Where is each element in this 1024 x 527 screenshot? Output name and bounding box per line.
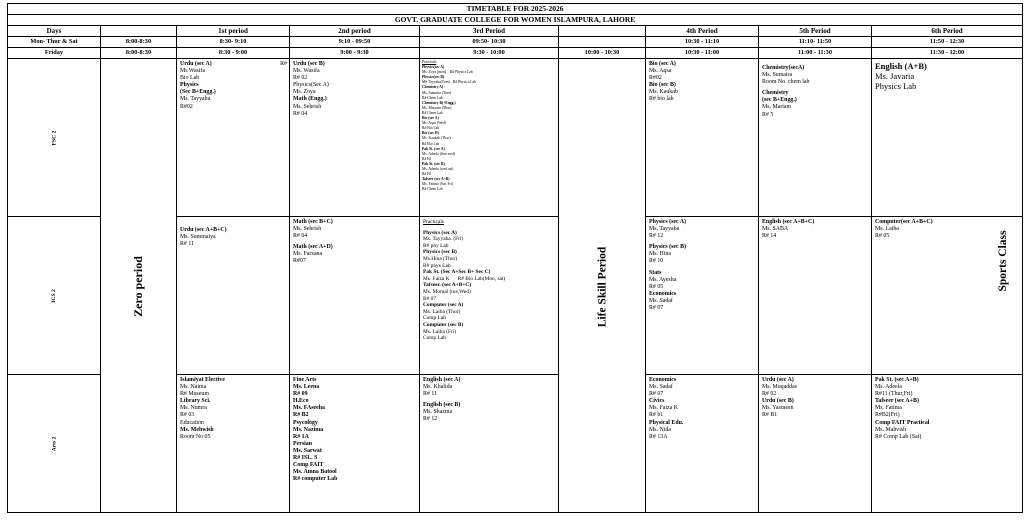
cell-arts-p5: Urdu (sec A) Ms. Muqaddas R# 02 Urdu (sec B) Ms. Yasmeen R# B1 xyxy=(759,375,872,513)
cell-arts-p3: English (sec A) Ms. Khalida R# 11 English (sec B) Ms. Shazma R# 12 xyxy=(420,375,559,513)
time-cell: 8:30- 9:10 xyxy=(177,37,290,48)
section-label-arts: Arts 2 xyxy=(8,375,101,513)
cell-arts-p6: Pak St. (sec A+B) Ms. Adeela R#11 (Thur,Fri) Tafseer (sec A+B) Ms. Fatima R#B2(Fri) Comp FAIT Practical Ms. Mahvish R# Comp Lab (Sat) xyxy=(872,375,1023,513)
cell-arts-p4: Economics Ms. Sadaf R# 07 Civics Ms. Faiza K R# b1 Physical Edu. Ms. Nida R# 13A xyxy=(646,375,759,513)
cell-ics-p3: Practicals Physics (sec A) Ms. Tayyaba. (Fri) R# phy Lab Physics (sec B) Ms.Hina (Thur) R# phys Lab Pak St. (Sec A+Sec B+ Sec C) Ms. Faiza K R# Bio Lab(Mon, sat) Tafseer. (sec A+B+C) Ms. Momal (tue,Wed) R# 07 Computer (sec A) Ms. Laiba (Thur) Comp Lab Computer (sec B) Ms. Laiba (Fri) Comp Lab xyxy=(420,217,559,375)
time-cell: 8:00-8:30 xyxy=(101,37,177,48)
cell-fsc-p4: Bio (sec A) Ms. Aqsa R#02 Bio (sec B) Ms. Kaukab R# bio lab xyxy=(646,59,759,217)
header-period-1: 1st period xyxy=(177,26,290,37)
cell-ics-p2: Math (sec B+C) Ms. Sehrish R# 04 Math (sec A+D) Ms. Farzana R#07 xyxy=(290,217,420,375)
college-name: GOVT. GRADUATE COLLEGE FOR WOMEN ISLAMPURA, LAHORE xyxy=(8,15,1023,26)
time-cell: 11:30 - 12:00 xyxy=(872,48,1023,59)
time-cell: 10:30 - 11:00 xyxy=(646,48,759,59)
header-row xyxy=(8,26,1023,37)
cell-fsc-p2: Urdu (sec B) Ms. Wasifa R# 02 Physics(Sec A) Ms. Zoya Math (Engg.) Ms. Sehrish R# 04 xyxy=(290,59,420,217)
time-cell: 9:10 - 09:50 xyxy=(290,37,420,48)
time-cell: 10:00 - 10:30 xyxy=(559,48,646,59)
header-zero xyxy=(101,26,177,37)
time-cell: 11:50 - 12:30 xyxy=(872,37,1023,48)
zero-period-label: Zero period xyxy=(131,255,145,317)
header-period-4: 4th Period xyxy=(646,26,759,37)
cell-ics-p5: English (sec A+B+C) Ms. SABA R# 14 xyxy=(759,217,872,375)
row-fsc xyxy=(8,59,1023,217)
cell-ics-p6: Computer(sec A+B+C) Ms. Laiba R# 05 xyxy=(872,217,1023,375)
section-label-fsc: FSC 2 xyxy=(8,59,101,217)
cell-fsc-p5: Chemistry(secA) Ms. Sumaira Room No. chem lab Chemistry (sec B+Engg.) Ms. Mariam R# 5 xyxy=(759,59,872,217)
cell-arts-p2: Fine Arts Ms. Leena R# 09 H.Eco Ms. FAseeha R# B2 Psycology Ms. Nazima R# 1A Persian Ms. Sarwat R# ISL. S Comp FAIT Ms. Amna Batool R# computer Lab xyxy=(290,375,420,513)
cell-arts-p1: Islamiyat Elective Ms. Naima R# Museum Library Sci. Ms. Numra R# 03 Education Ms. Mehwish Room No 05 xyxy=(177,375,290,513)
time-cell: 9:00 - 9:30 xyxy=(290,48,420,59)
zero-period-cell xyxy=(101,59,177,513)
cell-fsc-p3: Practicals Physics(sec A) Ms. Zoya (mon) R# Physics Lab Physics(sec B) MS Tayyaba(Tues) R# Physics Lab Chemistry A) Ms. Sumaira (Tues) R# Chem Lab Chemistry B(+Engg.) Ms. Maryam (Mon) R# Chem Lab Bio (sec A) Ms. Aqsa (Wed) R# Bio Lab Bio (sec B) Ms. Kaukab (Thur) R# Bio Lab Pak St. (sec A) Ms. Adeela (fine,wed) R# B1 Pak St. (sec B) Ms. Adeela (wed,sat) R# B1 Tafseer (sec A+B) Ms. Fatima (Sat, Fri) R# Chem Lab xyxy=(420,59,559,217)
timetable-title: TIMETABLE FOR 2025-2026 xyxy=(8,4,1023,15)
header-days: Days xyxy=(8,26,101,37)
cell-ics-p1: Urdu (sec A+B+C) Ms. Summaiya R# 11 xyxy=(177,217,290,375)
time-day-label: Friday xyxy=(8,48,101,59)
time-cell: 8:30 - 9:00 xyxy=(177,48,290,59)
cell-ics-p4: Physics (sec A) Ms. Tayyaba R# 12 Physics (sec B) Ms. Hina R# 10 Stats Ms. Ayesha R# 05 Economics Ms. Sadaf R# 07 xyxy=(646,217,759,375)
time-cell xyxy=(559,37,646,48)
timetable xyxy=(7,3,1023,513)
time-cell: 8:00-8:30 xyxy=(101,48,177,59)
header-period-6: 6th Period xyxy=(872,26,1023,37)
time-cell: 11:10- 11:50 xyxy=(759,37,872,48)
time-cell: 09:50- 10:30 xyxy=(420,37,559,48)
time-cell: 10:30 - 11:10 xyxy=(646,37,759,48)
timetable-sheet: TIMETABLE FOR 2025-2026 GOVT. GRADUATE COLLEGE FOR WOMEN ISLAMPURA, LAHORE Days 1st period 2nd period 3rd Period 4th Period 5th Period 6th Period Mon- Thur & Sat 8:00-8:30 8:30- 9:10 9:10 - 09:50 09:50- 10:30 10:30 - 11:10 11:10- 11:50 11:50 - 12:30 Friday 8:00-8:30 8:30 - 9:00 9:00 - 9:30 9:30 - 10:00 10:00 - 10:30 10:30 - 11:00 11:00 - 11:30 11:30 - 12:00 FSC 2 Zero period R# Urdu (sec A) Ms Wasifa Bio Lab Physics (Sec B+Engg.) Ms. Tayyaba R#02 Urdu (sec B) Ms. Wasifa R# 02 Physics(Sec A) Ms. Zoya Math (Engg.) Ms. Sehrish R# 04 Practicals Physics(sec A) Ms. Zoya (mon) R# Physics Lab Physics(sec B) MS Tayyaba(Tues) R# Physics Lab Chemistry A) Ms. Sumaira (Tues) R# Chem Lab Chemistry B(+Engg.) Ms. Maryam (Mon) R# Chem Lab Bio (sec A) Ms. Aqsa (Wed) R# Bio Lab Bio (sec B) Ms. Kaukab (Thur) R# Bio Lab Pak St. (sec A) Ms. Adeela (fine,wed) R# B1 Pak St. (sec B) Ms. Adeela (wed,sat) R# B1 Tafseer (sec A+B) Ms. Fatima (Sat, Fri) R# Chem Lab Life Skill Period Bio (sec A) Ms. Aqsa R#02 Bio (sec B) Ms. Kaukab R# bio lab Chemistry(secA) Ms. Sumaira Room No. chem lab Chemistry (sec B+Engg.) Ms. Mariam R# 5 English (A+B) Ms. Javaria Physics Lab ICS 2 Urdu (sec A+B+C) Ms. Summaiya R# 11 Math (sec B+C) Ms. Sehrish R# 04 Math (sec A+D) Ms. Farzana R#07 Practicals Physics (sec A) Ms. Tayyaba. (Fri) R# phy Lab Physics (sec B) Ms.Hina (Thur) R# phys Lab Pak St. (Sec A+Sec B+ Sec C) Ms. Faiza K R# Bio Lab(Mon, sat) Tafseer. (sec A+B+C) Ms. Momal (tue,Wed) R# 07 Computer (sec A) Ms. Laiba (Thur) Comp Lab Computer (sec B) Ms. Laiba (Fri) Comp Lab Physics (sec A) Ms. Tayyaba R# 12 Physics (sec B) Ms. Hina R# 10 Stats Ms. Ayesha R# 05 Economics Ms. Sadaf R# 07 English (sec A+B+C) Ms. SABA R# 14 Computer(sec A+B+C) Ms. Laiba R# 05 Arts 2 Islamiyat Elective Ms. Naima R# Museum Library Sci. Ms. Numra R# 03 Education Ms. Mehwish Room No 05 Fine Arts Ms. Leena R# 09 H.Eco Ms. FAseeha R# B2 Psycology Ms. Nazima R# 1A Persian Ms. Sarwat R# ISL. S Comp FAIT Ms. Amna Batool R# computer Lab English (sec A) Ms. Khalida R# 11 English (sec B) Ms. Shazma R# 12 Economics Ms. Sadaf R# 07 Civics Ms. Faiza K R# b1 Physical Edu. Ms. Nida R# 13A Urdu (sec A) Ms. Muqaddas R# 02 Urdu (sec B) Ms. Yasmeen R# B1 Pak St. (sec A+B) Ms. Adeela R#11 (Thur,Fri) Tafseer (sec A+B) Ms. Fatima R#B2(Fri) Comp FAIT Practical Ms. Mahvish R# Comp Lab (Sat) Sports Class xyxy=(7,3,1022,519)
time-row-friday xyxy=(8,48,1023,59)
time-cell: 11:00 - 11:30 xyxy=(759,48,872,59)
time-day-label: Mon- Thur & Sat xyxy=(8,37,101,48)
life-skill-cell xyxy=(559,59,646,513)
time-row-weekday xyxy=(8,37,1023,48)
cell-fsc-p6: English (A+B) Ms. Javaria Physics Lab xyxy=(872,59,1023,217)
cell-fsc-p1: R# Urdu (sec A) Ms Wasifa Bio Lab Physics (Sec B+Engg.) Ms. Tayyaba R#02 xyxy=(177,59,290,217)
header-life-skill xyxy=(559,26,646,37)
life-skill-label: Life Skill Period xyxy=(596,246,608,327)
section-label-ics: ICS 2 xyxy=(8,217,101,375)
header-period-3: 3rd Period xyxy=(420,26,559,37)
header-period-5: 5th Period xyxy=(759,26,872,37)
header-period-2: 2nd period xyxy=(290,26,420,37)
time-cell: 9:30 - 10:00 xyxy=(420,48,559,59)
